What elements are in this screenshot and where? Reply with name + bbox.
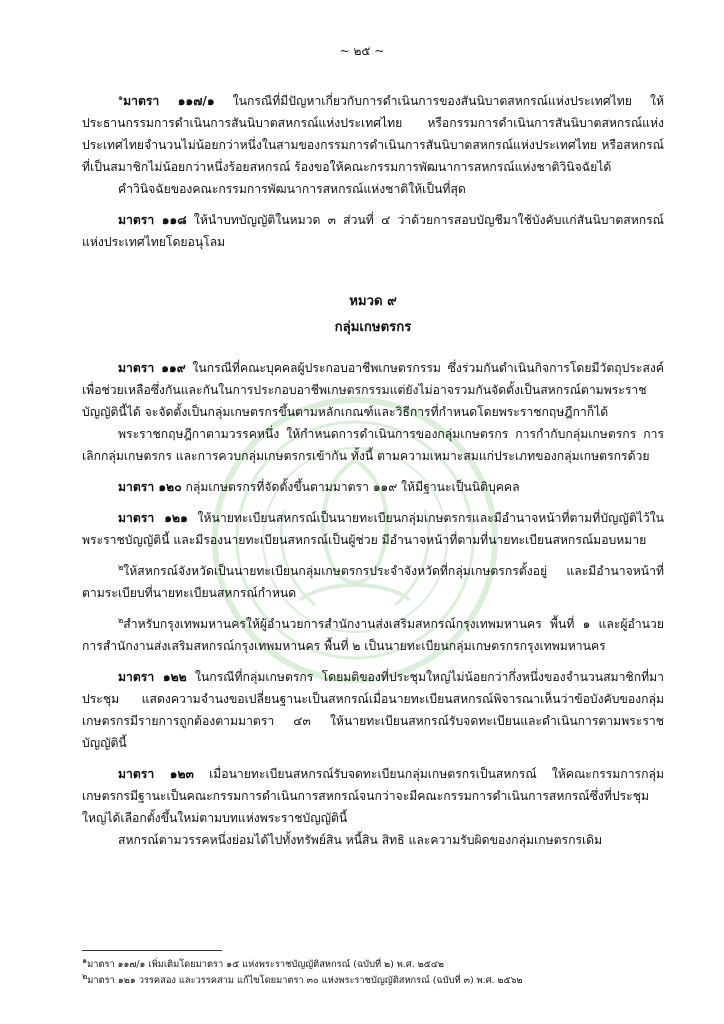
footnotes	[82, 950, 664, 989]
section-122	[82, 666, 664, 754]
footnote-marker: ๒	[118, 562, 124, 572]
footnote	[82, 957, 664, 973]
paragraph: สหกรณ์ตามวรรคหนึ่งย่อมได้ไปทั้งทรัพย์สิน หนี้สิน สิทธิ และความรับผิดของกลุ่มเกษตรกรเดิม	[118, 833, 603, 847]
footnote-text: มาตรา ๑๑๗/๑ เพิ่มเติมโดยมาตรา ๑๕ แห่งพระราชบัญญัติสหกรณ์ (ฉบับที่ ๒) พ.ศ. ๒๕๔๒	[87, 959, 444, 970]
section-label: มาตรา ๑๒๑	[118, 511, 188, 525]
section-text: ให้นายทะเบียนสหกรณ์เป็นนายทะเบียนกลุ่มเกษตรกรและมีอำนาจหน้าที่ตามที่บัญญัติไว้ในพระราชบัญญัตินี้ และมีรองนายทะเบียนสหกรณ์เป็นผู้ช่วย มีอำนาจหน้าที่ตามที่นายทะเบียนสหกรณ์มอบหมาย	[82, 511, 664, 547]
paragraph-text: ให้สหกรณ์จังหวัดเป็นนายทะเบียนกลุ่มเกษตรกรประจำจังหวัดที่กลุ่มเกษตรกรตั้งอยู่ และมีอำนาจหน้าที่ตามระเบียบที่นายทะเบียนสหกรณ์กำหนด	[82, 564, 664, 600]
paragraph	[82, 560, 664, 604]
footnote-divider	[82, 950, 222, 951]
paragraph: พระราชกฤษฎีกาตามวรรคหนึ่ง ให้กำหนดการดำเนินการของกลุ่มเกษตรกร การกำกับกลุ่มเกษตรกร การเลิกกลุ่มเกษตรกร และการควบกลุ่มเกษตรกรเข้ากัน ทั้งนี้ ตามความเหมาะสมแก่ประเภทของกลุ่มเกษตรกรด้วย	[82, 427, 664, 463]
section-label: มาตรา ๑๒๓	[118, 767, 194, 781]
paragraph: คำวินิจฉัยของคณะกรรมการพัฒนาการสหกรณ์แห่งชาติให้เป็นที่สุด	[118, 182, 466, 196]
section-label: มาตรา ๑๑๙	[118, 361, 186, 375]
paragraph	[82, 613, 664, 657]
section-text: ให้นำบทบัญญัติในหมวด ๓ ส่วนที่ ๔ ว่าด้วยการสอบบัญชีมาใช้บังคับแก่สันนิบาตสหกรณ์แห่งประเทศไทยโดยอนุโลม	[82, 213, 664, 249]
chapter-heading: หมวด ๙	[349, 294, 397, 309]
section-119	[82, 357, 664, 423]
section-label: มาตรา ๑๒๐	[118, 480, 182, 494]
section-text: ในกรณีที่มีปัญหาเกี่ยวกับการดำเนินการของสันนิบาตสหกรณ์แห่งประเทศไทย ให้ประธานกรรมการดำเนินการสันนิบาตสหกรณ์แห่งประเทศไทย หรือกรรมการดำเนินการสันนิบาตสหกรณ์แห่งประเทศไทยจำนวนไม่น้อยกว่าหนึ่งในสามของกรรมการดำเนินการสันนิบาตสหกรณ์แห่งประเทศไทย หรือสหกรณ์ที่เป็นสมาชิกไม่น้อยกว่าหนึ่งร้อยสหกรณ์ ร้องขอให้คณะกรรมการพัฒนาการสหกรณ์แห่งชาติวินิจฉัยได้	[82, 94, 664, 174]
section-text: ในกรณีที่คณะบุคคลผู้ประกอบอาชีพเกษตรกรรม ซึ่งร่วมกันดำเนินกิจการโดยมีวัตถุประสงค์เพื่อช่วยเหลือซึ่งกันและกันในการประกอบอาชีพเกษตรกรรมแต่ยังไม่อาจรวมกันจัดตั้งเป็นสหกรณ์ตามพระราชบัญญัตินี้ได้ จะจัดตั้งเป็นกลุ่มเกษตรกรขึ้นตามหลักเกณฑ์และวิธีการที่กำหนดโดยพระราชกฤษฎีกาก็ได้	[82, 361, 665, 419]
section-text: กลุ่มเกษตรกรที่จัดตั้งขึ้นตามมาตรา ๑๑๙ ให้มีฐานะเป็นนิติบุคคล	[181, 480, 520, 494]
section-121	[82, 507, 664, 551]
footnote-marker: ๒	[82, 971, 88, 981]
document-body	[82, 90, 664, 851]
section-123	[82, 763, 664, 829]
section-118	[82, 209, 664, 253]
footnote-marker: ๑	[82, 955, 88, 965]
section-label: มาตรา ๑๑๘	[118, 213, 187, 227]
section-label: มาตรา ๑๑๗/๑	[123, 94, 215, 108]
paragraph-text: สำหรับกรุงเทพมหานครให้ผู้อำนวยการสำนักงานส่งเสริมสหกรณ์กรุงเทพมหานคร พื้นที่ ๑ และผู้อำนวยการสำนักงานส่งเสริมสหกรณ์กรุงเทพมหานคร พื้นที่ ๒ เป็นนายทะเบียนกลุ่มเกษตรกรกรุงเทพมหานคร	[82, 617, 664, 653]
footnote-text: มาตรา ๑๒๑ วรรคสอง และวรรคสาม แก้ไขโดยมาตรา ๓๐ แห่งพระราชบัญญัติสหกรณ์ (ฉบับที่ ๓) พ.ศ. ๒๕๖๒	[87, 975, 523, 986]
section-120	[82, 476, 664, 498]
section-117-1: $^๑$มาตรา ๑๑๗/๑ ในกรณีที่มีปัญหาเกี่ยวกับการดำเนินการของสันนิบาตสหกรณ์แห่งประเทศไทย ให้ประธานกรรมการดำเนินการสันนิบาตสหกรณ์แห่งประเทศไทย หรือกรรมการดำเนินการสันนิบาตสหกรณ์แห่งประเทศไทยจำนวนไม่น้อยกว่าหนึ่งในสามของกรรมการดำเนินการสันนิบาตสหกรณ์แห่งประเทศไทย หรือสหกรณ์ที่เป็นสมาชิกไม่น้อยกว่าหนึ่งร้อยสหกรณ์ ร้องขอให้คณะกรรมการพัฒนาการสหกรณ์แห่งชาติวินิจฉัยได้	[82, 92, 664, 174]
section-label: มาตรา ๑๒๒	[118, 670, 187, 684]
section-text: ในกรณีที่กลุ่มเกษตรกร โดยมติของที่ประชุมใหญ่ไม่น้อยกว่ากึ่งหนึ่งของจำนวนสมาชิกที่มาประชุม แสดงความจำนงขอเปลี่ยนฐานะเป็นสหกรณ์เมื่อนายทะเบียนสหกรณ์พิจารณาเห็นว่าข้อบังคับของกลุ่มเกษตรกรมีรายการถูกต้องตามมาตรา ๔๓ ให้นายทะเบียนสหกรณ์รับจดทะเบียนและดำเนินการตามพระราชบัญญัตินี้	[82, 670, 664, 750]
footnote-marker: ๒	[118, 615, 124, 625]
footnote	[82, 973, 664, 989]
chapter-title: กลุ่มเกษตรกร	[334, 320, 412, 335]
page-number: ~ ๒๕ ~	[339, 44, 385, 58]
section-text: เมื่อนายทะเบียนสหกรณ์รับจดทะเบียนกลุ่มเกษตรกรเป็นสหกรณ์ ให้คณะกรรมการกลุ่มเกษตรกรมีฐานะเป็นคณะกรรมการดำเนินการสหกรณ์จนกว่าจะมีคณะกรรมการดำเนินการสหกรณ์ซึ่งที่ประชุมใหญ่ได้เลือกตั้งขึ้นใหม่ตามบทแห่งพระราชบัญญัตินี้	[82, 767, 664, 825]
